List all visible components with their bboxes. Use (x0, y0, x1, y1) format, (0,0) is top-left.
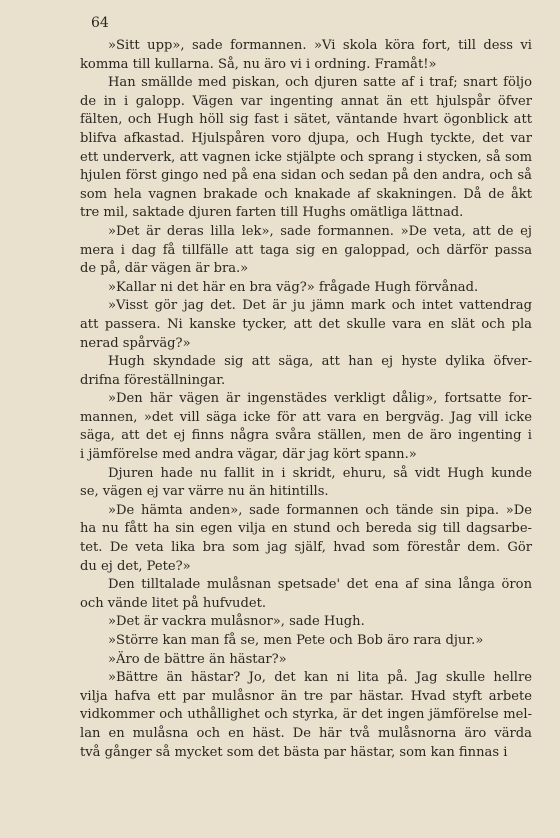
text-line: »Kallar ni det här en bra väg?» frågade Hugh förvånad. (108, 279, 479, 295)
paragraph (80, 353, 532, 390)
paragraph (80, 613, 532, 632)
text-line: Hugh skyndade sig att säga, att han ej hyste dylika öfver- (108, 354, 532, 370)
text-line: två gånger så mycket som det bästa par hästar, som kan finnas i (80, 744, 508, 760)
text-line: Djuren hade nu fallit in i skridt, ehuru, så vidt Hugh kunde (108, 465, 532, 481)
text-line: Den tilltalade mulåsnan spetsade' det ena af sina långa öron (108, 577, 532, 593)
text-line: nerad spårväg?» (80, 335, 191, 351)
text-line: »Sitt upp», sade formannen. »Vi skola köra fort, till dess vi (108, 38, 532, 53)
text-line: drifna föreställningar. (80, 372, 226, 388)
paragraph (80, 297, 532, 353)
text-line: vidkommer och uthållighet och styrka, är det ingen jämförelse mel- (80, 707, 532, 723)
text-line: mera i dag få tillfälle att taga sig en galoppad, och därför passa (80, 242, 532, 258)
text-line: »Äro de bättre än hästar?» (108, 651, 287, 667)
paragraph (80, 390, 532, 464)
text-line: tre mil, saktade djuren farten till Hughs omätliga lättnad. (80, 205, 464, 221)
paragraph (80, 37, 532, 74)
text-line: komma till kullarna. Så, nu äro vi i ordning. Framåt!» (80, 56, 437, 72)
page-text (80, 37, 532, 762)
text-line: vilja hafva ett par mulåsnor än tre par hästar. Hvad styft arbete (80, 688, 532, 704)
text-line: »De hämta anden», sade formannen och tände sin pipa. »De (108, 502, 532, 518)
text-line: de på, där vägen är bra.» (80, 261, 249, 277)
text-line: fälten, och Hugh höll sig fast i sätet, väntande hvart ögonblick att (80, 112, 532, 128)
text-line: »Den här vägen är ingenstädes verkligt dålig», fortsatte for- (108, 391, 532, 407)
text-line: lan en mulåsna och en häst. De här två mulåsnorna äro värda (80, 725, 532, 741)
text-line: »Bättre än hästar? Jo, det kan ni lita på. Jag skulle hellre (108, 670, 532, 686)
text-line: i jämförelse med andra vägar, där jag kört spann.» (80, 447, 417, 463)
paragraph (80, 74, 532, 223)
paragraph (80, 279, 532, 298)
text-line: att passera. Ni kanske tycker, att det skulle vara en slät och pla (80, 316, 532, 332)
paragraph (80, 669, 532, 762)
paragraph (80, 632, 532, 651)
text-line: som hela vagnen brakade och knakade af skakningen. Då de åkt (80, 186, 532, 202)
paragraph (80, 651, 532, 670)
text-line: du ej det, Pete?» (80, 558, 191, 574)
text-line: och vände litet på hufvudet. (80, 595, 266, 611)
text-line: ha nu fått ha sin egen vilja en stund och bereda sig till dagsarbe- (80, 521, 532, 537)
paragraph (80, 465, 532, 502)
text-line: »Det är vackra mulåsnor», sade Hugh. (108, 614, 365, 630)
text-line: blifva afkastad. Hjulspåren voro djupa, och Hugh tyckte, det var (80, 130, 532, 146)
text-line: se, vägen ej var värre nu än hitintills. (80, 484, 329, 500)
text-line: de in i galopp. Vägen var ingenting annat än ett hjulspår öfver (80, 93, 532, 109)
text-line: »Visst gör jag det. Det är ju jämn mark och intet vattendrag (108, 298, 532, 314)
page-number: 64 (91, 15, 109, 31)
text-line: mannen, »det vill säga icke för att vara en bergväg. Jag vill icke (80, 409, 532, 425)
text-line: säga, att det ej finns några svåra ställen, men de äro ingenting i (80, 428, 532, 444)
text-line: »Större kan man få se, men Pete och Bob äro rara djur.» (108, 633, 484, 648)
paragraph (80, 576, 532, 613)
text-line: ett underverk, att vagnen icke stjälpte och sprang i stycken, så som (80, 149, 532, 165)
paragraph (80, 502, 532, 576)
text-line: hjulen först gingo ned på ena sidan och sedan på den andra, och så (80, 168, 532, 184)
text-line: tet. De veta lika bra som jag själf, hvad som förestår dem. Gör (80, 540, 532, 556)
text-line: »Det är deras lilla lek», sade formannen. »De veta, att de ej (108, 223, 532, 239)
text-line: Han smällde med piskan, och djuren satte af i traf; snart följo (108, 75, 532, 91)
paragraph (80, 223, 532, 279)
